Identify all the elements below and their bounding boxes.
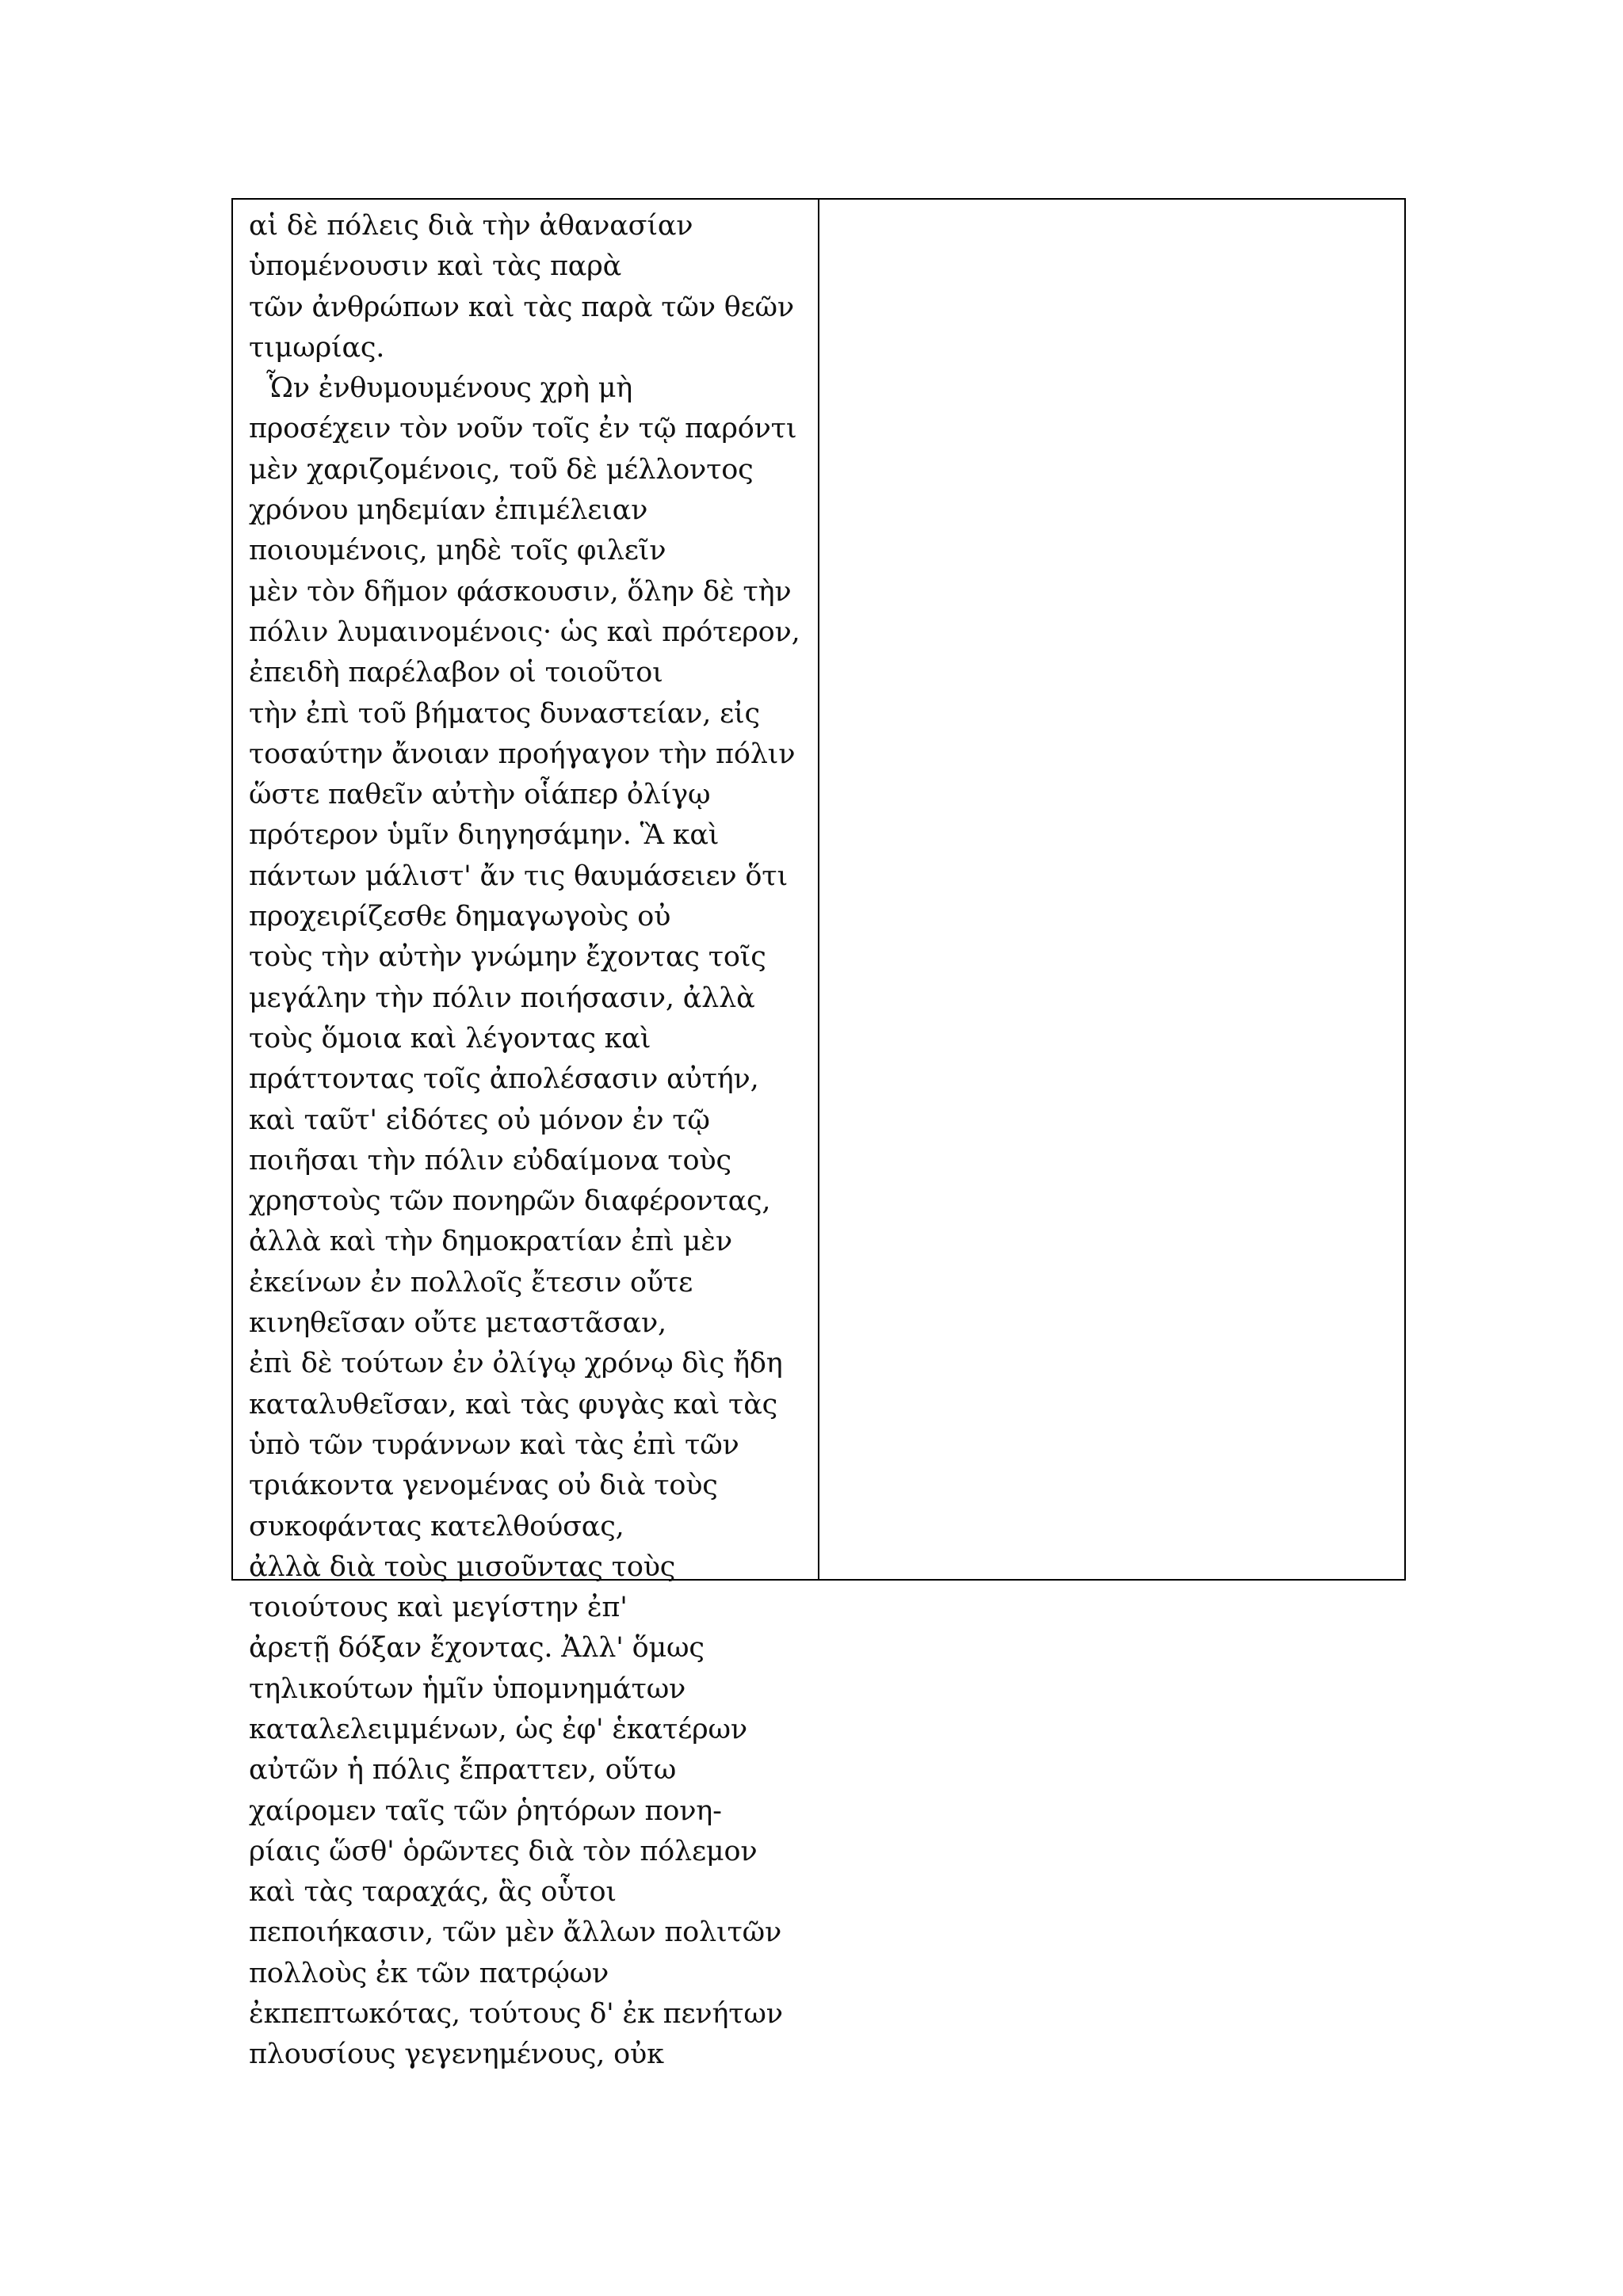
text-line: προσέχειν τὸν νοῦν τοῖς ἐν τῷ παρόντι [249,413,797,445]
text-line: πολλοὺς ἐκ τῶν πατρῴων [249,1957,609,1989]
text-line: συκοφάντας κατελθούσας, [249,1510,624,1543]
text-line: καταλυθεῖσαν, καὶ τὰς φυγὰς καὶ τὰς [249,1388,778,1421]
text-line: ὑπομένουσιν καὶ τὰς παρὰ [249,250,622,283]
text-line: καὶ ταῦτ' εἰδότες οὐ μόνον ἐν τῷ [249,1104,710,1136]
text-line: πράττοντας τοῖς ἀπολέσασιν αὐτήν, [249,1063,759,1096]
text-line: ἀλλὰ καὶ τὴν δημοκρατίαν ἐπὶ μὲν [249,1226,732,1258]
text-line: τοὺς ὅμοια καὶ λέγοντας καὶ [249,1022,651,1055]
text-line: ἀρετῇ δόξαν ἔχοντας. Ἀλλ' ὅμως [249,1632,705,1665]
empty-translation-cell [819,200,1404,1579]
text-line: πάντων μάλιστ' ἄν τις θαυμάσειεν ὅτι [249,860,788,892]
text-line: πρότερον ὑμῖν διηγησάμην. Ἃ καὶ [249,819,720,852]
text-line: ἀλλὰ διὰ τοὺς μισοῦντας τοὺς [249,1550,676,1583]
text-line: μὲν χαριζομένοις, τοῦ δὲ μέλλοντος [249,453,754,486]
text-line: τιμωρίας. [249,331,385,364]
text-line: τοιούτους καὶ μεγίστην ἐπ' [249,1592,628,1624]
text-line: αἱ δὲ πόλεις διὰ τὴν ἀθανασίαν [249,210,693,242]
text-line: ποιουμένοις, μηδὲ τοῖς φιλεῖν [249,535,666,567]
text-line: ὑπὸ τῶν τυράννων καὶ τὰς ἐπὶ τῶν [249,1428,739,1461]
text-line: χρόνου μηδεμίαν ἐπιμέλειαν [249,494,648,527]
text-line: ἐπειδὴ παρέλαβον οἱ τοιοῦτοι [249,657,663,689]
text-line: ρίαις ὥσθ' ὁρῶντες διὰ τὸν πόλεμον [249,1835,758,1867]
text-line: ἐπὶ δὲ τούτων ἐν ὀλίγῳ χρόνῳ δὶς ἤδη [249,1348,783,1380]
text-line: πλουσίους γεγενημένους, οὐκ [249,2039,664,2071]
text-line: τὴν ἐπὶ τοῦ βήματος δυναστείαν, εἰς [249,697,760,730]
text-line: ὥστε παθεῖν αὐτὴν οἷάπερ ὀλίγῳ [249,779,711,811]
text-line: ποιῆσαι τὴν πόλιν εὐδαίμονα τοὺς [249,1144,731,1177]
text-line: μεγάλην τὴν πόλιν ποιήσασιν, ἀλλὰ [249,982,755,1014]
text-line: τοὺς τὴν αὐτὴν γνώμην ἔχοντας τοῖς [249,941,766,974]
text-line: προχειρίζεσθε δημαγωγοὺς οὐ [249,901,671,933]
text-line: μὲν τὸν δῆμον φάσκουσιν, ὅλην δὲ τὴν [249,575,792,608]
text-line: τριάκοντα γενομένας οὐ διὰ τοὺς [249,1470,718,1502]
text-line: χρηστοὺς τῶν πονηρῶν διαφέροντας, [249,1185,771,1218]
text-line: πόλιν λυμαινομένοις· ὡς καὶ πρότερον, [249,616,800,648]
text-line: χαίρομεν ταῖς τῶν ῥητόρων πονη- [249,1794,722,1827]
text-line: καταλελειμμένων, ὡς ἐφ' ἑκατέρων [249,1713,747,1745]
greek-text-cell [233,200,819,2071]
text-line: ἐκείνων ἐν πολλοῖς ἔτεσιν οὔτε [249,1266,693,1299]
text-line: τῶν ἀνθρώπων καὶ τὰς παρὰ τῶν θεῶν [249,291,794,323]
text-line: πεποιήκασιν, τῶν μὲν ἄλλων πολιτῶν [249,1917,782,1949]
text-line: κινηθεῖσαν οὔτε μεταστᾶσαν, [249,1307,666,1340]
two-column-table [231,198,1406,2071]
text-line: αὐτῶν ἡ πόλις ἔπραττεν, οὕτω [249,1754,677,1787]
text-line: τηλικούτων ἡμῖν ὑπομνημάτων [249,1672,686,1705]
text-line: τοσαύτην ἄνοιαν προήγαγον τὴν πόλιν [249,738,796,770]
text-line: ἐκπεπτωκότας, τούτους δ' ἐκ πενήτων [249,1998,783,2031]
text-line: καὶ τὰς ταραχάς, ἃς οὗτοι [249,1876,617,1909]
text-line: Ὧν ἐνθυμουμένους χρὴ μὴ [266,372,633,405]
